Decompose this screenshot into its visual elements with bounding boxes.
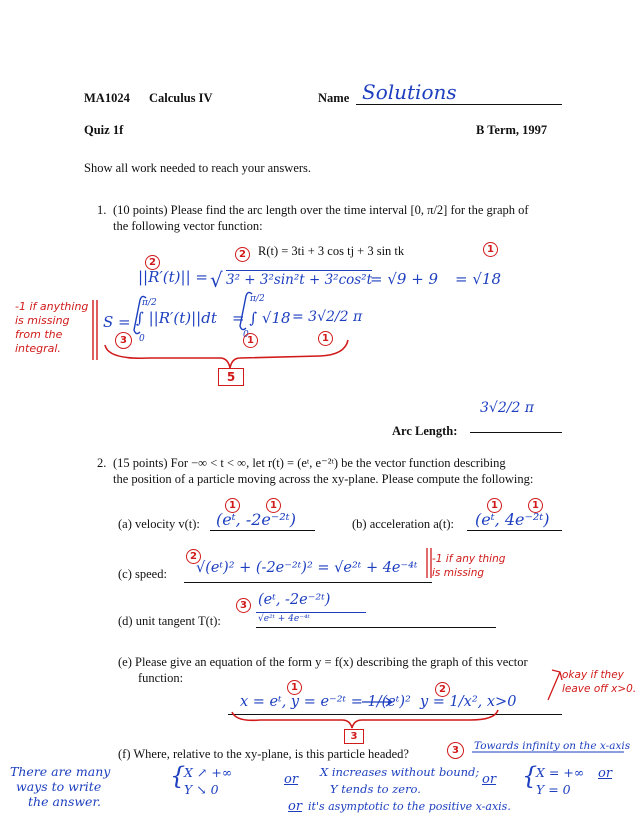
instructions: Show all work needed to reach your answers. — [84, 161, 312, 175]
q1-number: 1. — [97, 203, 107, 217]
note-line: from the — [15, 328, 63, 341]
q1-upper-limit-2: π/2 — [250, 294, 265, 304]
q1-norm-lhs: ||R′(t)|| = — [138, 268, 208, 286]
q2e-answer: y = 1/x², x>0 — [420, 694, 517, 710]
q1-upper-limit: π/2 — [142, 298, 157, 308]
note-line: ways to write — [16, 779, 102, 794]
score-circle: 1 — [483, 242, 498, 257]
note-line: is missing — [15, 314, 70, 327]
note-line: -1 if any thing — [432, 553, 506, 565]
score-circle: 1 — [487, 498, 502, 513]
q2d-answer-den: √e²ᵗ + 4e⁻⁴ᵗ — [258, 614, 310, 624]
or-label: or — [288, 799, 303, 814]
alt-line: Y ↘ 0 — [184, 782, 219, 797]
q1-underbrace — [105, 340, 348, 368]
course-title: Calculus IV — [149, 91, 213, 105]
q2a-answer: (eᵗ, -2e⁻²ᵗ) — [216, 510, 296, 529]
score-circle: 2 — [186, 549, 201, 564]
q1-integral-eq: = ∫ √18 — [232, 309, 291, 327]
note-line: integral. — [15, 342, 61, 355]
note-line: leave off x>0. — [562, 683, 637, 695]
alt-line: X ↗ +∞ — [184, 765, 233, 780]
q2e-work: x = eᵗ, y = e⁻²ᵗ = 1/(eᵗ)² — [240, 694, 411, 710]
term-label: B Term, 1997 — [476, 123, 548, 137]
q1-score-box: 5 — [218, 368, 244, 386]
q2d-label: (d) unit tangent T(t): — [118, 614, 221, 628]
q1-lower-limit-2: 0 — [243, 330, 249, 340]
q2c-bars — [427, 548, 431, 578]
q1-prompt-line1: (10 points) Please find the arc length over the time interval [0, π/2] for the graph of — [113, 203, 529, 217]
score-circle: 2 — [145, 255, 160, 270]
q2-prompt-line1: (15 points) For −∞ < t < ∞, let r(t) = (eᵗ, e⁻²ᵗ) be the vector function describing — [113, 456, 506, 470]
note-line: -1 if anything — [15, 300, 89, 313]
name-value: Solutions — [362, 80, 457, 104]
q1-prompt-line2: the following vector function: — [113, 219, 263, 233]
q2e-underbrace — [232, 710, 498, 728]
q1-integral-s: S = — [103, 313, 131, 331]
q2e-arrow — [548, 670, 562, 700]
q2c-answer: √(eᵗ)² + (-2e⁻²ᵗ)² = √e²ᵗ + 4e⁻⁴ᵗ — [196, 560, 418, 576]
quiz-label: Quiz 1f — [84, 123, 124, 137]
score-circle: 2 — [235, 247, 250, 262]
q2b-answer: (eᵗ, 4e⁻²ᵗ) — [475, 510, 550, 529]
note-line: is missing — [432, 567, 485, 579]
q2d-answer-num: (eᵗ, -2e⁻²ᵗ) — [258, 592, 331, 608]
q2f-brace-2: { — [522, 762, 538, 790]
q1-integral-body: ∫ ||R′(t)||dt — [136, 309, 217, 327]
q2f-alt4: it's asymptotic to the positive x-axis. — [308, 800, 511, 813]
integral-sign — [134, 296, 146, 333]
q1-integral-result: = 3√2/2 π — [292, 309, 363, 325]
alt-line: X = +∞ — [536, 765, 585, 780]
score-circle: 1 — [318, 331, 333, 346]
q1-norm-rhs: 3² + 3²sin²t + 3²cos²t — [226, 272, 373, 288]
q2c-label: (c) speed: — [118, 567, 167, 581]
alt-line: X increases without bound; — [320, 765, 480, 779]
score-circle: 3 — [115, 332, 132, 349]
q1-radical: √ — [210, 268, 223, 292]
score-circle: 1 — [266, 498, 281, 513]
note-line: the answer. — [28, 794, 102, 809]
implies-arrow — [362, 698, 392, 706]
q1-lower-limit: 0 — [139, 334, 145, 344]
score-circle: 1 — [287, 680, 302, 695]
q1-answer-label: Arc Length: — [392, 424, 458, 438]
q2f-answer1: Towards infinity on the x-axis — [474, 740, 631, 752]
q2b-label: (b) acceleration a(t): — [352, 517, 455, 531]
q2e-label-line1: (e) Please give an equation of the form y = f(x) describing the graph of this vector — [118, 655, 528, 669]
q2e-label-line2: function: — [138, 671, 184, 685]
alt-line: Y = 0 — [536, 782, 571, 797]
score-circle: 3 — [236, 598, 251, 613]
q1-norm-eq2: = √18 — [455, 270, 501, 288]
score-circle: 1 — [243, 333, 258, 348]
or-label: or — [482, 772, 497, 787]
note-line: okay if they — [562, 669, 624, 681]
score-circle: 2 — [435, 682, 450, 697]
q2f-brace-1: { — [170, 762, 186, 790]
score-circle: 3 — [447, 742, 464, 759]
q2-number: 2. — [97, 456, 107, 470]
q1-answer-value: 3√2/2 π — [480, 400, 535, 416]
q1-side-bars — [93, 300, 97, 360]
integral-sign — [240, 292, 252, 329]
q1-function: R(t) = 3ti + 3 cos tj + 3 sin tk — [258, 244, 405, 258]
course-code: MA1024 — [84, 91, 130, 105]
q2-prompt-line2: the position of a particle moving across the xy-plane. Please compute the following: — [113, 472, 534, 486]
or-label: or — [598, 766, 613, 781]
alt-line: Y tends to zero. — [330, 782, 421, 796]
or-label: or — [284, 772, 299, 787]
name-label: Name — [318, 91, 350, 105]
q1-norm-eq1: = √9 + 9 — [370, 270, 439, 288]
q2f-label: (f) Where, relative to the xy-plane, is this particle headed? — [118, 747, 409, 761]
score-circle: 1 — [528, 498, 543, 513]
note-line: There are many — [10, 764, 111, 779]
q2e-score-box: 3 — [344, 729, 364, 744]
score-circle: 1 — [225, 498, 240, 513]
q2a-label: (a) velocity v(t): — [118, 517, 200, 531]
